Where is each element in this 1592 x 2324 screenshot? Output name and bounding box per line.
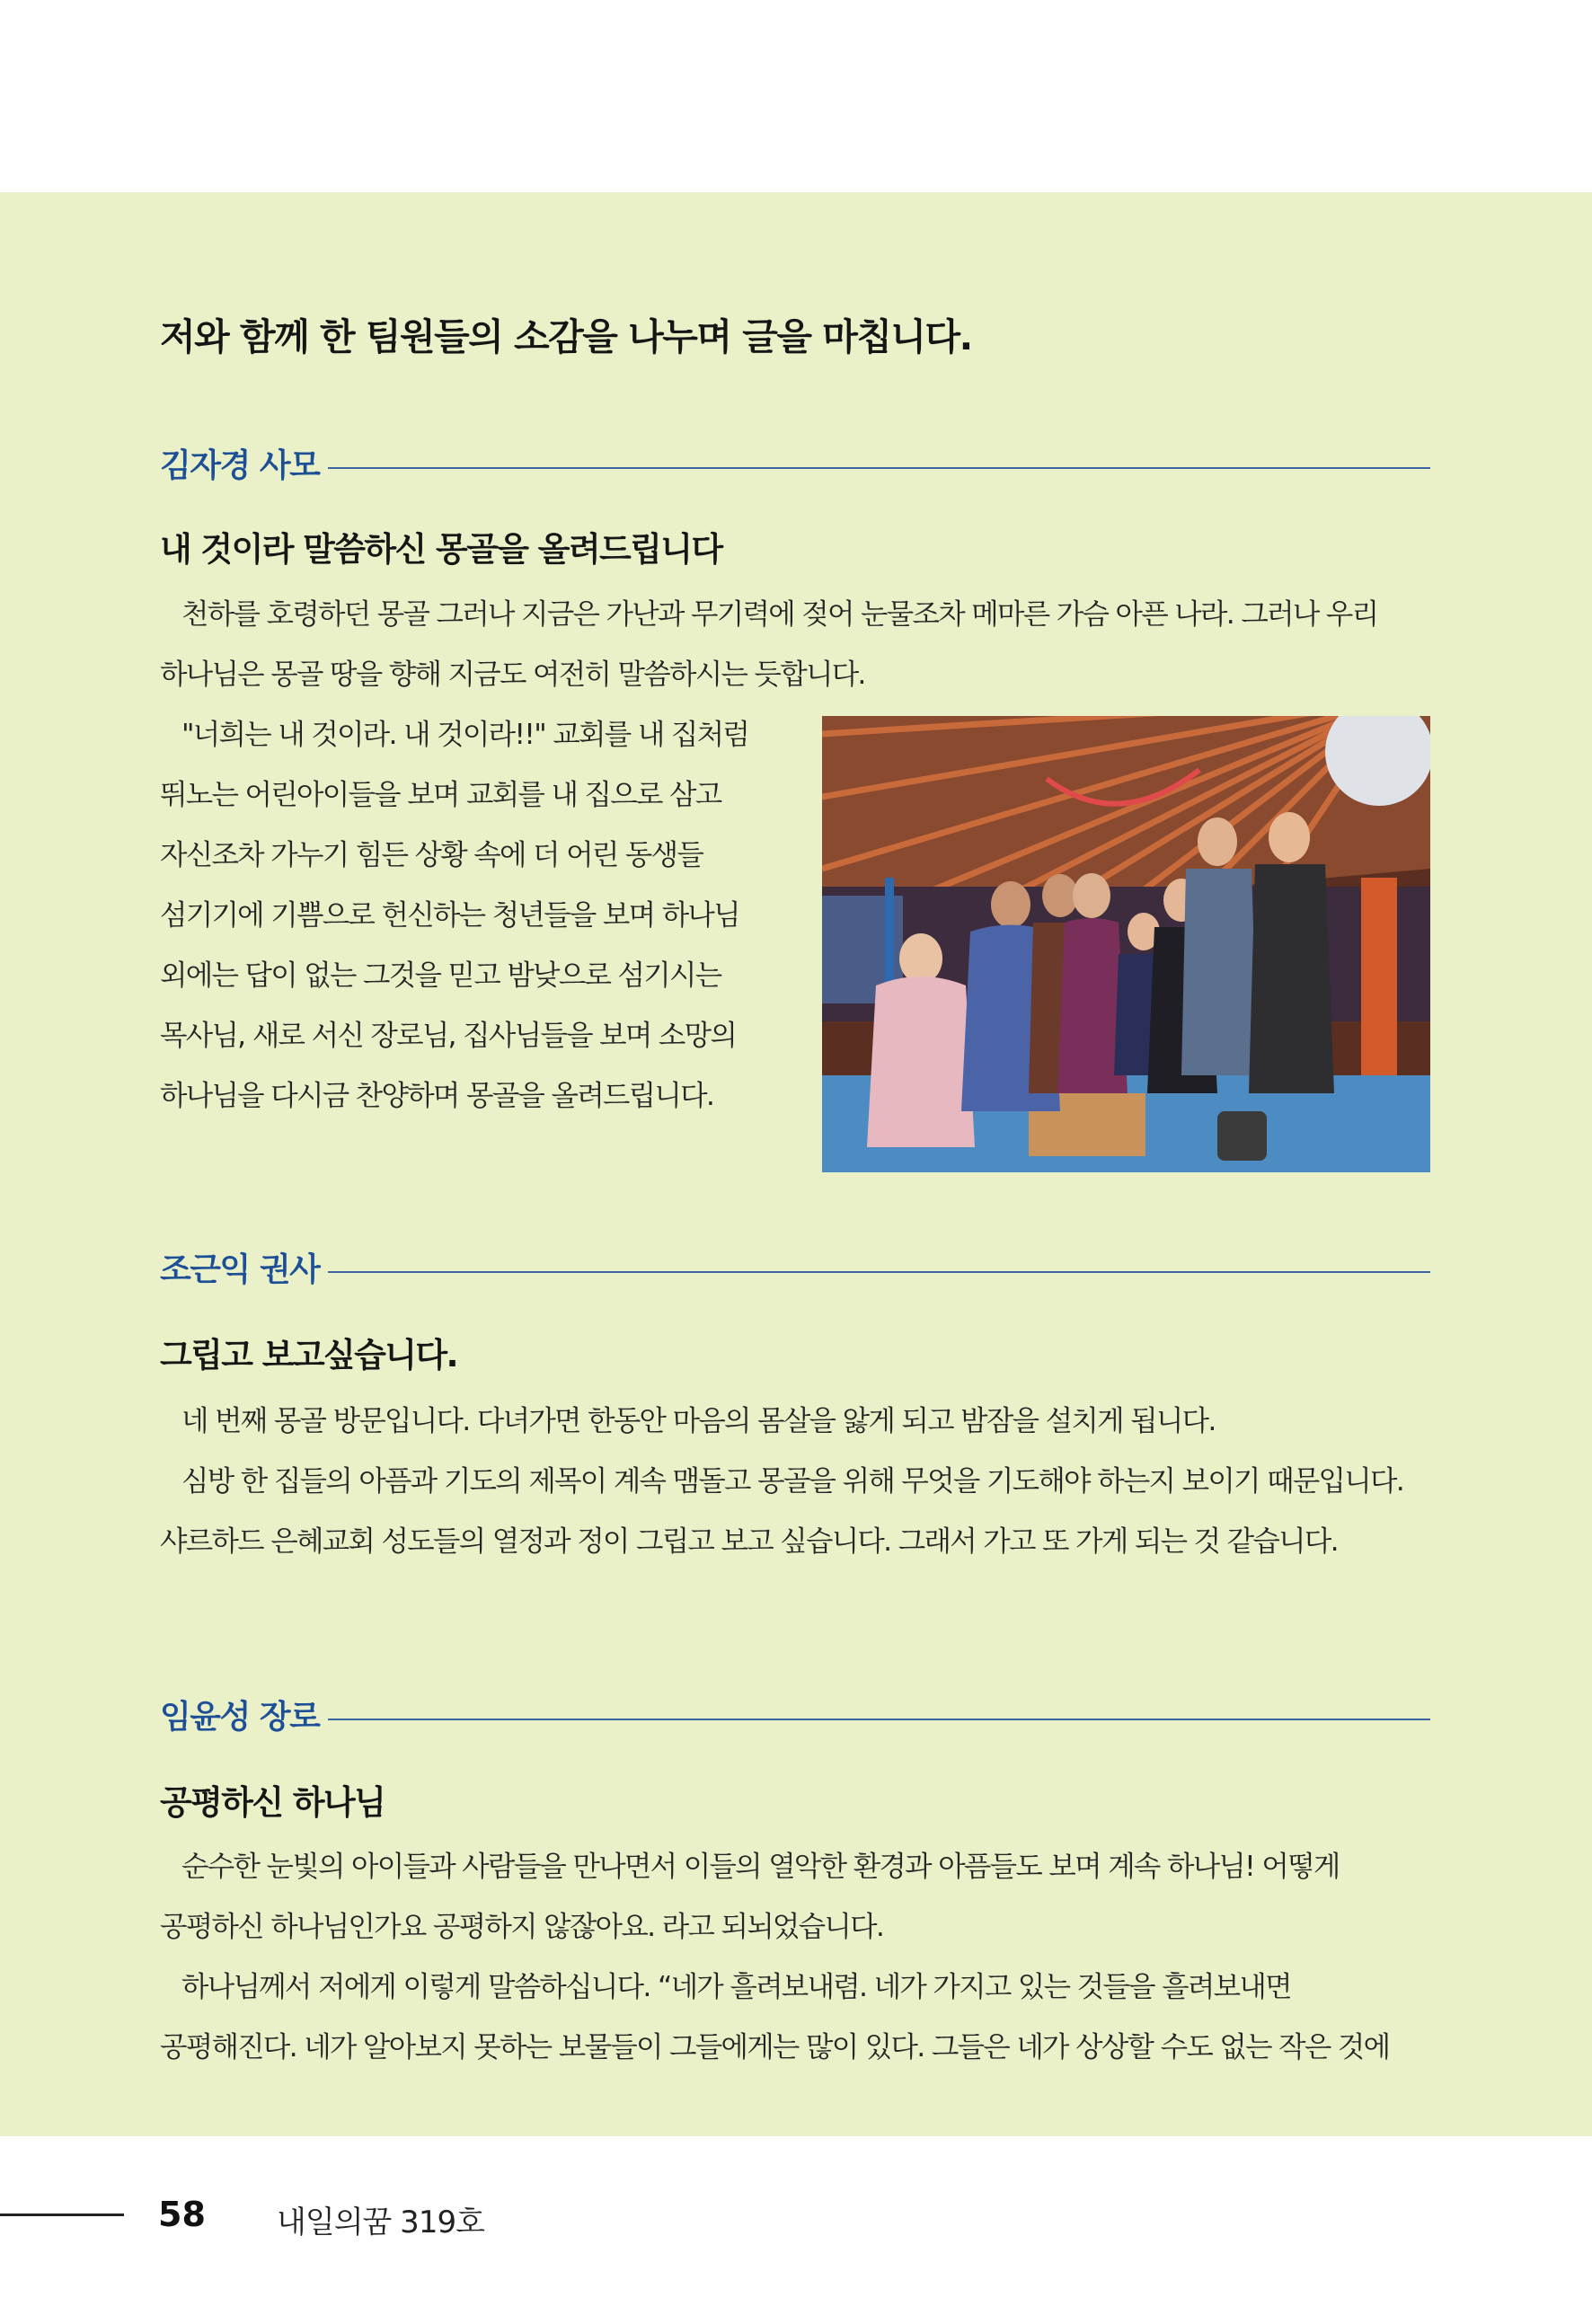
page-number: 58 bbox=[158, 2195, 206, 2234]
paragraph: 네 번째 몽골 방문입니다. 다녀가면 한동안 마음의 몸살을 앓게 되고 밤잠을 설치게 됩니다. bbox=[181, 1405, 1216, 1437]
section-rule bbox=[160, 1271, 1430, 1273]
section-rule bbox=[160, 467, 1430, 469]
section-author-name: 김자경 사모 bbox=[160, 440, 328, 486]
intro-heading: 저와 함께 한 팀원들의 소감을 나누며 글을 마칩니다. bbox=[160, 315, 972, 358]
paragraph: 심방 한 집들의 아픔과 기도의 제목이 계속 맴돌고 몽골을 위해 무엇을 기도해야 하는지 보이기 때문입니다. 샤르하드 은혜교회 성도들의 열정과 정이 그립고 보고 싶습니다. 그래서 가고 또 가게 되는 것 같습니다. bbox=[160, 1465, 1404, 1558]
section-header-1 bbox=[160, 440, 1430, 494]
group-photo-illustration bbox=[822, 716, 1430, 1172]
footer-rule bbox=[0, 2214, 124, 2216]
section-rule bbox=[160, 1719, 1430, 1720]
paragraph: 천하를 호령하던 몽골 그러나 지금은 가난과 무기력에 젖어 눈물조차 메마른 가슴 아픈 나라. 그러나 우리 하나님은 몽골 땅을 향해 지금도 여전히 말씀하시는 듯합니다. bbox=[160, 598, 1378, 691]
paragraph: 하나님께서 저에게 이렇게 말씀하십니다. “네가 흘려보내렴. 네가 가지고 있는 것들을 흘려보내면 공평해진다. 네가 알아보지 못하는 보물들이 그들에게는 많이 있다. 그들은 네가 상상할 수도 없는 작은 것에 bbox=[160, 1971, 1390, 2063]
publication-name: 내일의꿈 319호 bbox=[277, 2205, 484, 2240]
paragraph: 순수한 눈빛의 아이들과 사람들을 만나면서 이들의 열악한 환경과 아픔들도 보며 계속 하나님! 어떻게 공평하신 하나님인가요 공평하지 않잖아요. 라고 되뇌었습니다. bbox=[160, 1851, 1340, 1943]
section-subtitle: 그립고 보고싶습니다. bbox=[160, 1336, 458, 1374]
section-subtitle: 공평하신 하나님 bbox=[160, 1783, 385, 1822]
section-subtitle: 내 것이라 말씀하신 몽골을 올려드립니다 bbox=[160, 530, 722, 569]
section-header-3 bbox=[160, 1692, 1430, 1745]
group-photo bbox=[822, 716, 1430, 1172]
section-header-2 bbox=[160, 1244, 1430, 1298]
paragraph: "너희는 내 것이라. 내 것이라!!" 교회를 내 집처럼 뛰노는 어린아이들을 보며 교회를 내 집으로 삼고 자신조차 가누기 힘든 상황 속에 더 어린 동생들 섬기기에 기쁨으로 헌신하는 청년들을 보며 하나님 외에는 답이 없는 그것을 믿고 밤낮으로 섬기시는 목사님, 새로 서신 장로님, 집사님들을 보며 소망의 하나님을 다시금 찬양하며 몽골을 올려드립니다. bbox=[160, 719, 749, 1112]
section-author-name: 조근익 권사 bbox=[160, 1244, 328, 1290]
section-author-name: 임윤성 장로 bbox=[160, 1692, 328, 1737]
